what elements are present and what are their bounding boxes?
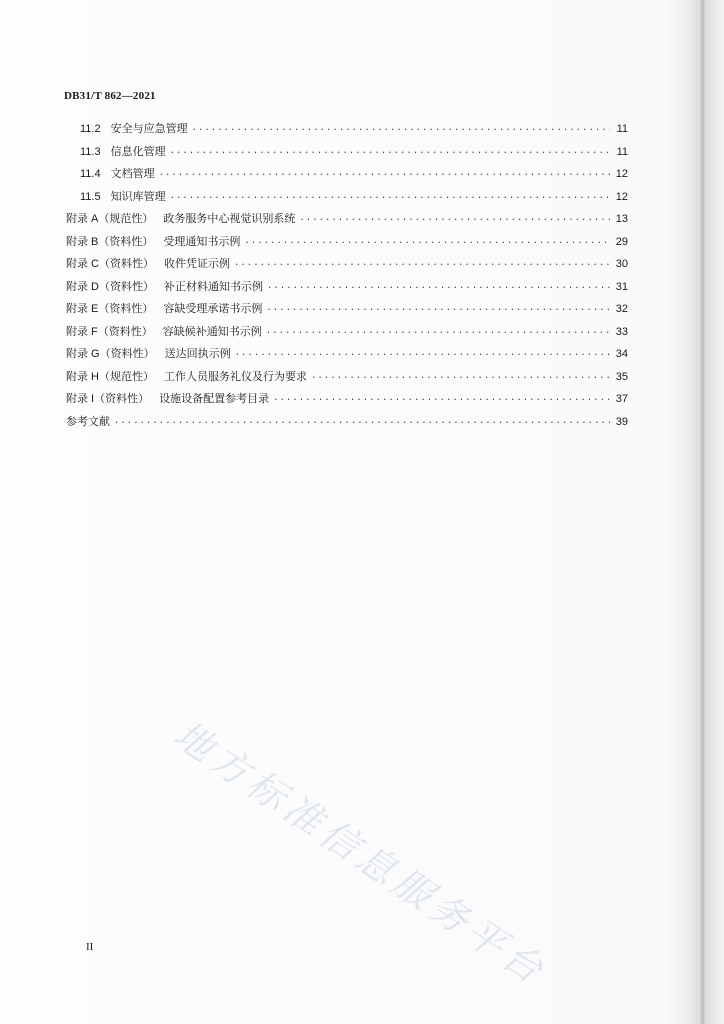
toc-entry[interactable] (66, 118, 628, 141)
toc-entry-number: 附录 E（资料性） (66, 303, 154, 315)
toc-leader-dots (234, 254, 610, 277)
toc-entry-page-number: 37 (615, 393, 628, 405)
toc-entry[interactable] (66, 253, 628, 276)
toc-leader-dots (311, 367, 610, 390)
toc-entry-page-number: 12 (615, 190, 628, 203)
toc-leader-dots (235, 344, 610, 367)
toc-entry-page-number: 11 (616, 145, 628, 158)
toc-leader-dots (244, 232, 610, 255)
toc-entry[interactable] (66, 321, 628, 344)
toc-entry-page-number: 31 (615, 280, 628, 293)
toc-entry-title: 设施设备配置参考目录 (159, 392, 270, 405)
toc-entry-title: 工作人员服务礼仪及行为要求 (164, 369, 307, 383)
toc-entry-title: 容缺候补通知书示例 (162, 324, 262, 338)
toc-entry[interactable] (66, 186, 628, 209)
toc-entry-title: 收件凭证示例 (164, 257, 230, 270)
page-number-footer: II (86, 941, 94, 953)
toc-entry-number: 11.4 (80, 168, 101, 180)
toc-entry-title: 知识库管理 (110, 189, 166, 203)
toc-entry-page-number: 32 (615, 303, 628, 315)
toc-leader-dots (273, 389, 610, 412)
toc-leader-dots (170, 187, 610, 210)
toc-entry-number: 11.3 (80, 145, 101, 158)
toc-entry[interactable] (66, 208, 628, 231)
toc-entry-number: 附录 I（资料性） (66, 393, 150, 405)
toc-entry-page-number: 34 (615, 348, 628, 360)
toc-entry[interactable] (66, 276, 628, 299)
toc-entry-page-number: 30 (615, 258, 628, 270)
watermark-text: 地方标准信息服务平台 (165, 712, 556, 995)
standard-code-header: DB31/T 862—2021 (64, 90, 156, 102)
toc-entry[interactable] (66, 141, 628, 164)
toc-entry-page-number: 13 (615, 213, 628, 225)
toc-entry[interactable] (66, 298, 628, 321)
toc-entry-page-number: 29 (615, 235, 628, 248)
toc-entry[interactable] (66, 388, 628, 411)
toc-entry[interactable] (66, 163, 628, 186)
toc-entry-number: 附录 D（资料性） (66, 280, 154, 293)
toc-entry-number: 附录 H（规范性） (66, 370, 154, 383)
toc-entry-title: 文档管理 (110, 167, 155, 180)
toc-entry-number: 11.5 (80, 190, 101, 203)
page-spine-shadow (700, 0, 706, 1024)
toc-entry-title: 容缺受理承诺书示例 (163, 302, 263, 315)
toc-entry[interactable] (66, 231, 628, 254)
toc-entry[interactable] (66, 366, 628, 389)
toc-entry-page-number: 33 (615, 325, 628, 338)
toc-entry[interactable] (66, 411, 628, 434)
toc-leader-dots (170, 142, 610, 165)
toc-entry-title: 安全与应急管理 (110, 122, 188, 135)
toc-entry-number: 11.2 (80, 123, 101, 135)
toc-entry-title: 政务服务中心视觉识别系统 (163, 212, 296, 225)
toc-entry-number: 附录 C（资料性） (66, 258, 154, 270)
toc-leader-dots (266, 299, 610, 322)
toc-leader-dots (299, 209, 610, 232)
toc-entry-title: 受理通知书示例 (163, 234, 241, 248)
toc-entry-page-number: 39 (615, 415, 628, 428)
toc-entry-number: 附录 B（资料性） (66, 235, 154, 248)
toc-entry-page-number: 35 (615, 370, 628, 383)
toc-entry[interactable] (66, 343, 628, 366)
toc-entry-title: 信息化管理 (110, 144, 166, 158)
toc-leader-dots (114, 412, 610, 435)
toc-entry-title: 补正材料通知书示例 (164, 279, 263, 293)
toc-entry-number: 附录 F（资料性） (66, 325, 153, 338)
toc-entry-number: 附录 G（资料性） (66, 348, 155, 360)
toc-entry-title: 参考文献 (66, 414, 110, 428)
toc-entry-page-number: 11 (616, 123, 628, 135)
toc-leader-dots (192, 119, 610, 142)
toc-entry-page-number: 12 (615, 168, 628, 180)
table-of-contents (66, 118, 628, 433)
toc-leader-dots (267, 277, 610, 300)
toc-entry-title: 送达回执示例 (164, 347, 231, 360)
toc-leader-dots (266, 322, 610, 345)
toc-entry-number: 附录 A（规范性） (66, 213, 154, 225)
toc-leader-dots (159, 164, 610, 187)
